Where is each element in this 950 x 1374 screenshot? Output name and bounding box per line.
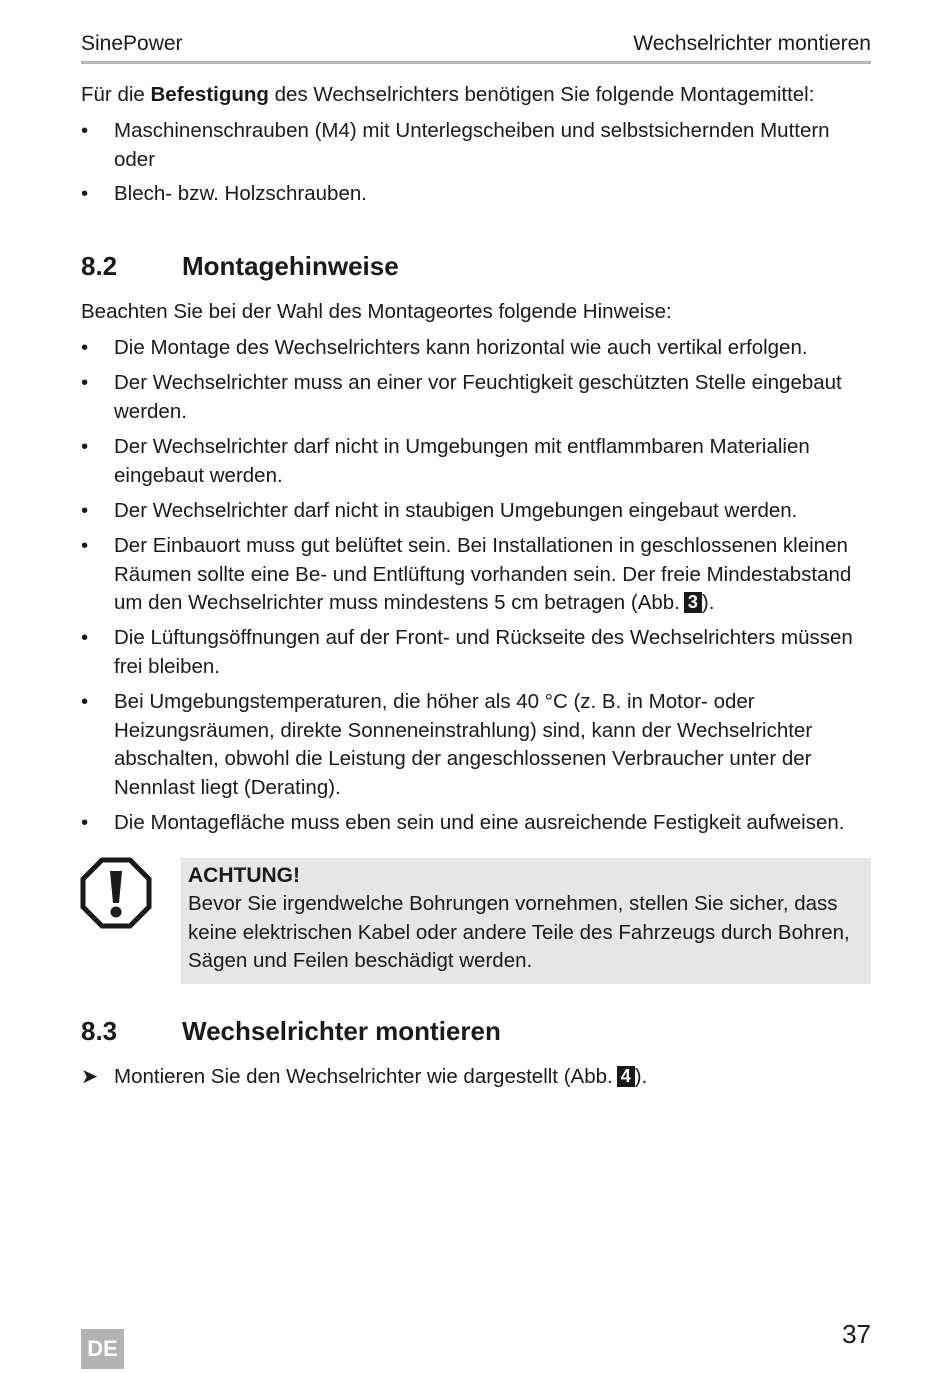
intro-paragraph [81,81,871,109]
bullet-icon: • [81,119,89,142]
instruction-text [114,1063,647,1091]
intro-suffix: des Wechselrichters benötigen Sie folgende Montagemittel: [268,83,815,106]
list-item-text: Bei Umgebungstemperaturen, die höher als 40 °C (z. B. in Motor- oder Heizungsräumen, direkte Sonneneinstrahlung) sind, kann der Wechselrichter abschalten, obwohl die Leistung der angeschlossenen Verbraucher unter der Nennlast liegt (Derating). [114,690,813,799]
bullet-icon: • [81,626,89,649]
list-item-text: Die Montagefläche muss eben sein und eine ausreichende Festigkeit aufweisen. [114,811,845,834]
list-item-text [114,532,871,618]
intro-bold: Befestigung [150,83,269,106]
bullet-icon: • [81,182,89,205]
header-chapter-title: Wechselrichter montieren [633,32,871,55]
intro-prefix: Für die [81,83,151,106]
instruction-closing: ). [634,1065,648,1088]
list-item-text: Die Lüftungsöffnungen auf der Front- und Rückseite des Wechselrichters müssen frei bleiben. [114,626,853,678]
instruction-main-text: Montieren Sie den Wechselrichter wie dargestellt (Abb. [114,1065,613,1088]
section-intro: Beachten Sie bei der Wahl des Montageortes folgende Hinweise: [81,300,672,323]
bullet-icon: • [81,811,89,834]
header-divider [81,61,871,64]
bullet-icon: • [81,499,89,522]
list-item-closing: ). [701,591,715,614]
figure-reference-badge: 4 [617,1066,635,1087]
list-item-main-text: Der Einbauort muss gut belüftet sein. Bei Installationen in geschlossenen kleinen Räumen sollte eine Be- und Entlüftung vorhanden sein. Der freie Mindestabstand um den Wechselrichter muss mindestens 5 cm betragen (Abb. [114,534,852,614]
list-item-text: Der Wechselrichter muss an einer vor Feuchtigkeit geschützten Stelle eingebaut werden. [114,371,842,423]
list-item-text: Der Wechselrichter darf nicht in Umgebungen mit entflammbaren Materialien eingebaut werden. [114,435,810,487]
bullet-icon: • [81,336,89,359]
section-title: Wechselrichter montieren [182,1016,501,1046]
bullet-icon: • [81,690,89,713]
bullet-icon: • [81,371,89,394]
bullet-icon: • [81,435,89,458]
list-item-text: Der Wechselrichter darf nicht in staubigen Umgebungen eingebaut werden. [114,499,798,522]
page-number: 37 [842,1319,871,1349]
figure-reference-badge: 3 [684,592,702,613]
section-number: 8.3 [81,1016,118,1046]
section-title: Montagehinweise [182,251,399,281]
header-product-name: SinePower [81,32,183,55]
arrow-right-icon: ➤ [81,1065,99,1088]
section-number: 8.2 [81,251,118,281]
warning-text: Bevor Sie irgendwelche Bohrungen vornehmen, stellen Sie sicher, dass keine elektrischen Kabel oder andere Teile des Fahrzeugs durch Bohren, Sägen und Feilen beschädigt werden. [188,892,850,972]
language-badge: DE [81,1329,124,1369]
bullet-icon: • [81,534,89,557]
list-item-text: Maschinenschrauben (M4) mit Unterlegscheiben und selbstsichernden Muttern oder [114,119,830,171]
warning-octagon-icon [80,857,152,929]
list-item-text: Blech- bzw. Holzschrauben. [114,182,367,205]
list-item-text: Die Montage des Wechselrichters kann horizontal wie auch vertikal erfolgen. [114,336,808,359]
warning-title: ACHTUNG! [188,864,300,887]
page-header [81,32,871,58]
